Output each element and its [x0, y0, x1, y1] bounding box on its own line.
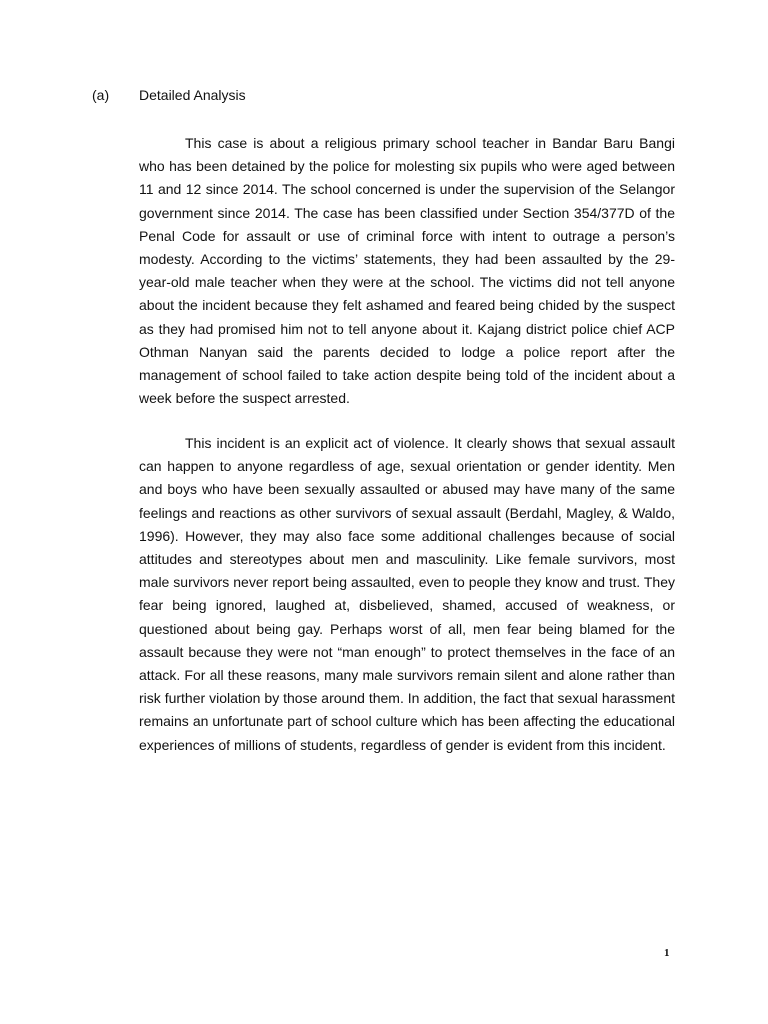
paragraph-analysis [139, 432, 675, 757]
section-title: Detailed Analysis [139, 87, 246, 103]
paragraph-case-summary-text: This case is about a religious primary school teacher in Bandar Baru Bangi who has been detained by the police for molesting six pupils who were aged between 11 and 12 since 2014. The school concerned is under the supervision of the Selangor government since 2014. The case has been classified under Section 354/377D of the Penal Code for assault or use of criminal force with intent to outrage a person’s modesty. According to the victims’ statements, they had been assaulted by the 29-year-old male teacher when they were at the school. The victims did not tell anyone about the incident because they felt ashamed and feared being chided by the suspect as they had promised him not to tell anyone about it. Kajang district police chief ACP Othman Nanyan said the parents decided to lodge a police report after the management of school failed to take action despite being told of the incident about a week before the suspect arrested. [139, 135, 675, 407]
paragraph-case-summary [139, 132, 675, 410]
page-number: 1 [664, 947, 670, 959]
paragraph-analysis-text: This incident is an explicit act of violence. It clearly shows that sexual assault can happen to anyone regardless of age, sexual orientation or gender identity. Men and boys who have been sexually assaulted or abused may have many of the same feelings and reactions as other survivors of sexual assault (Berdahl, Magley, & Waldo, 1996). However, they may also face some additional challenges because of social attitudes and stereotypes about men and masculinity. Like female survivors, most male survivors never report being assaulted, even to people they know and trust. They fear being ignored, laughed at, disbelieved, shamed, accused of weakness, or questioned about being gay. Perhaps worst of all, men fear being blamed for the assault because they were not “man enough” to protect themselves in the face of an attack. For all these reasons, many male survivors remain silent and alone rather than risk further violation by those around them. In addition, the fact that sexual harassment remains an unfortunate part of school culture which has been affecting the educational experiences of millions of students, regardless of gender is evident from this incident. [139, 435, 675, 753]
section-label: (a) [92, 87, 110, 103]
section-heading [92, 86, 246, 104]
